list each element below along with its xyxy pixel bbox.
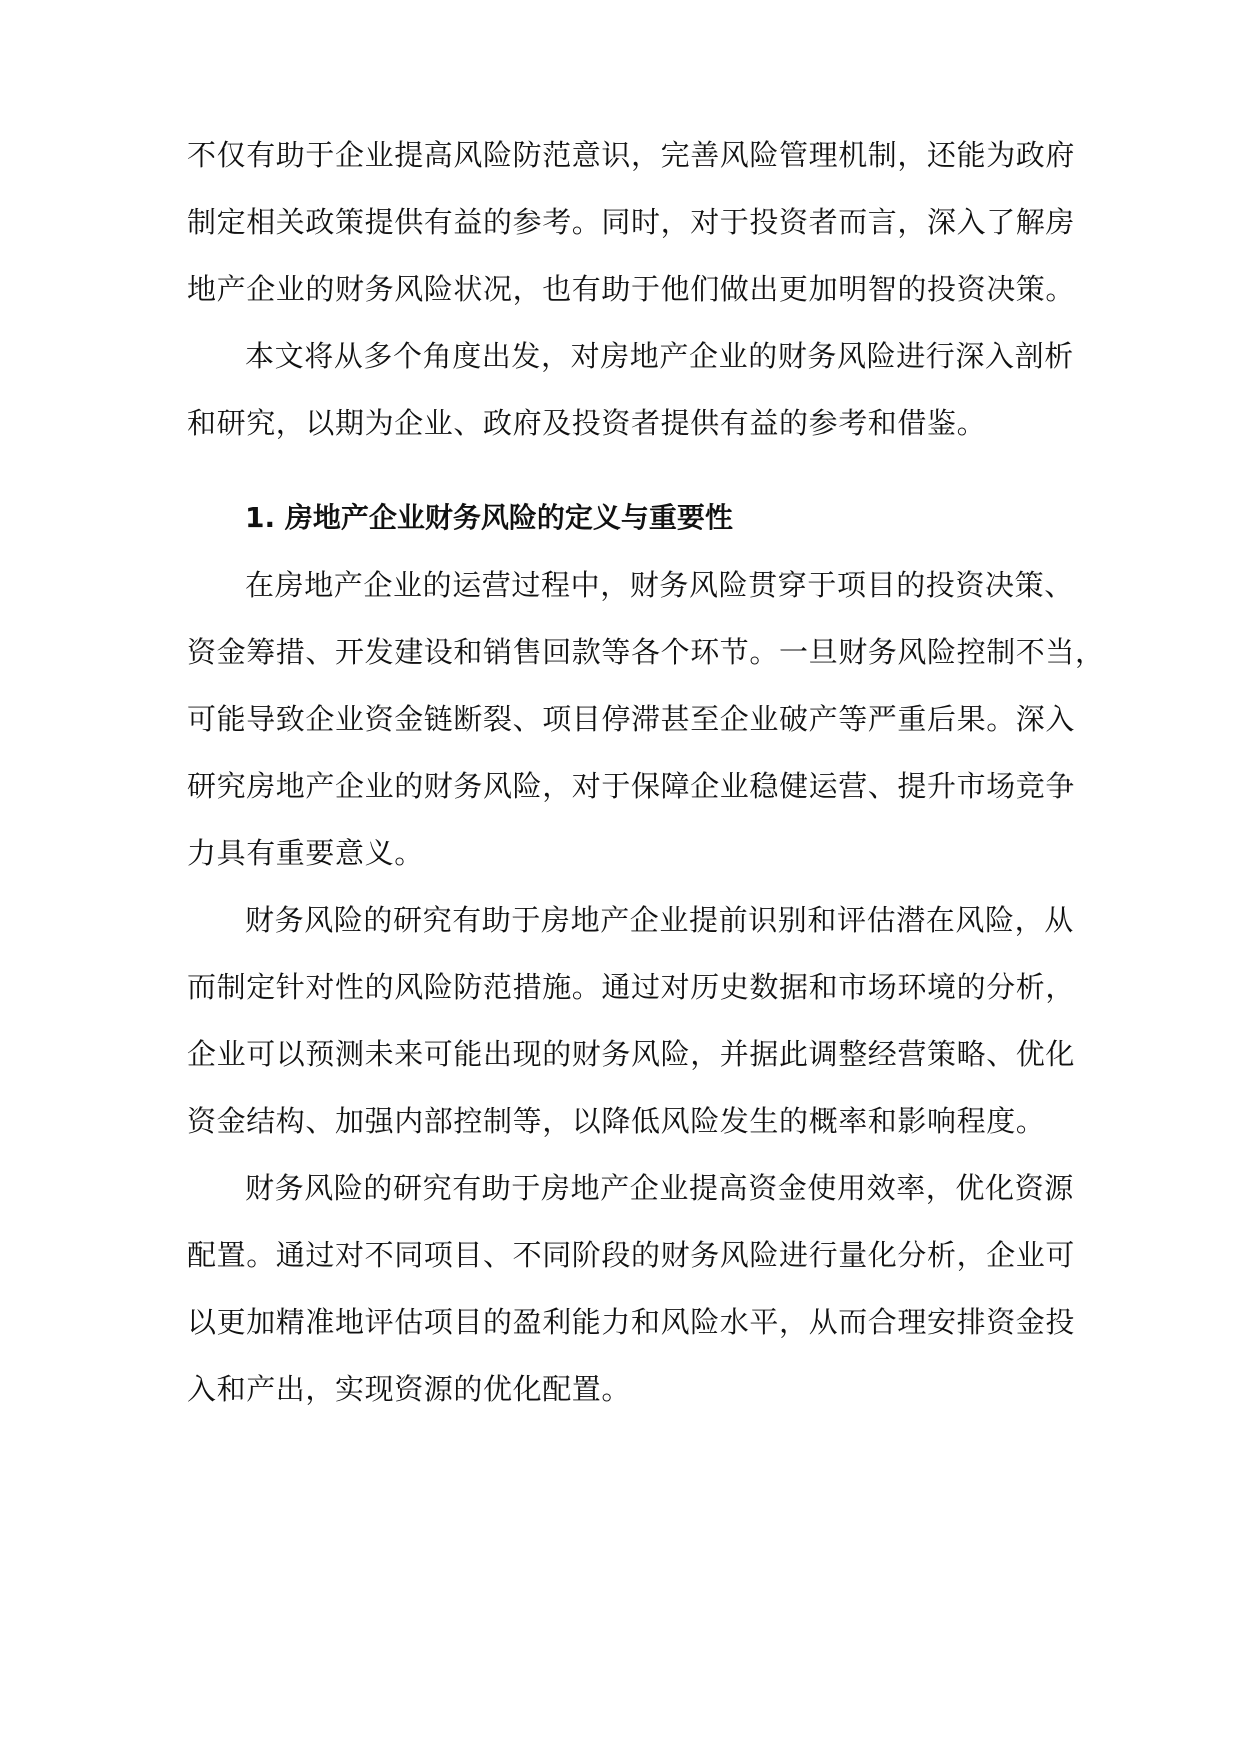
paragraph-line: 财务风险的研究有助于房地产企业提前识别和评估潜在风险，从 xyxy=(245,903,1074,937)
paragraph-line: 而制定针对性的风险防范措施。通过对历史数据和市场环境的分析， xyxy=(187,970,1076,1004)
paragraph-line: 在房地产企业的运营过程中，财务风险贯穿于项目的投资决策、 xyxy=(245,568,1074,602)
paragraph-line: 制定相关政策提供有益的参考。同时，对于投资者而言，深入了解房 xyxy=(187,205,1076,239)
paragraph-line: 入和产出，实现资源的优化配置。 xyxy=(187,1372,632,1406)
paragraph-line: 力具有重要意义。 xyxy=(187,836,424,870)
paragraph-line: 企业可以预测未来可能出现的财务风险，并据此调整经营策略、优化 xyxy=(187,1037,1076,1071)
paragraph-line: 和研究，以期为企业、政府及投资者提供有益的参考和借鉴。 xyxy=(187,406,987,440)
paragraph-line: 地产企业的财务风险状况，也有助于他们做出更加明智的投资决策。 xyxy=(187,272,1076,306)
paragraph-line: 配置。通过对不同项目、不同阶段的财务风险进行量化分析，企业可 xyxy=(187,1238,1076,1272)
paragraph-line: 资金筹措、开发建设和销售回款等各个环节。一旦财务风险控制不当， xyxy=(187,635,1105,669)
paragraph-line: 研究房地产企业的财务风险，对于保障企业稳健运营、提升市场竞争 xyxy=(187,769,1076,803)
paragraph-line: 财务风险的研究有助于房地产企业提高资金使用效率，优化资源 xyxy=(245,1171,1074,1205)
paragraph-line: 本文将从多个角度出发，对房地产企业的财务风险进行深入剖析 xyxy=(245,339,1074,373)
section-heading: 1. 房地产企业财务风险的定义与重要性 xyxy=(245,501,733,534)
paragraph-line: 资金结构、加强内部控制等，以降低风险发生的概率和影响程度。 xyxy=(187,1104,1046,1138)
paragraph-line: 以更加精准地评估项目的盈利能力和风险水平，从而合理安排资金投 xyxy=(187,1305,1076,1339)
paragraph-line: 不仅有助于企业提高风险防范意识，完善风险管理机制，还能为政府 xyxy=(187,138,1076,172)
paragraph-line: 可能导致企业资金链断裂、项目停滞甚至企业破产等严重后果。深入 xyxy=(187,702,1076,736)
